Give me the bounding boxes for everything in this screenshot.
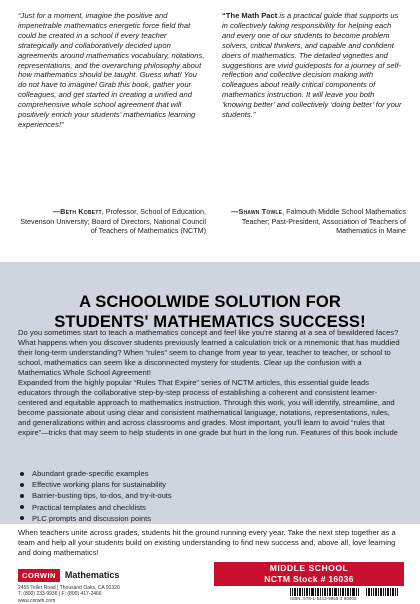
feature-item: Practical templates and checklists <box>18 502 318 513</box>
endorsement-quote-left <box>18 11 206 130</box>
body-paragraph-1: Do you sometimes start to teach a mathematics concept and feel like you’re staring at a sea of bewildered faces? What happens when you discover students previously learned a calculation trick or a mnemonic that has muddied their long-term understanding? When “rules” seem to change from year to year, teacher to teacher, or school to school, mathematics can seem like a disconnected mystery for students. Clear up the confusion with a Mathematics Whole School Agreement! <box>18 328 400 377</box>
body-paragraph-2: Expanded from the highly popular “Rules That Expire” series of NCTM articles, this essential guide leads educators through the collaborative step-by-step process of establishing a coherent and consistent learner-centered and equitable approach to mathematics instruction. Through this work, you will identify, streamline, and become passionate about using clear and consistent mathematical language, notations, representations, rules, and generalizations within and across classrooms and grades. Most important, you’ll learn to avoid “rules that expire”—tricks that may seem to help students in one grade but hurt in the long run. Features of this book include <box>18 378 398 437</box>
publisher-logo-bar <box>18 568 119 582</box>
book-title-inline: “The Math Pact <box>222 11 278 20</box>
features-list <box>18 468 318 524</box>
endorser-name: —Beth Kobett <box>52 207 102 216</box>
stock-number-label: NCTM Stock # 16036 <box>264 574 354 584</box>
phone-line: T: (800) 233-9936 | F: (800) 417-2466 <box>18 591 102 598</box>
corwin-logo: CORWIN <box>18 569 60 582</box>
barcode-icon <box>290 588 404 596</box>
endorsement-quote-right <box>222 11 406 120</box>
publisher-address <box>18 585 178 604</box>
isbn-number: ISBN: 978-1-5443-9955-3 <box>290 596 343 601</box>
headline <box>0 292 420 332</box>
endorser-affiliation: , Falmouth Middle School Mathematics Teacher; Past-President, Association of Teachers of Mathematics in Maine <box>241 207 406 235</box>
headline-line-2: STUDENTS' MATHEMATICS SUCCESS! <box>54 312 366 331</box>
feature-item: Abundant grade-specific examples <box>18 468 318 479</box>
endorsements-section <box>0 0 420 262</box>
grade-level-box <box>214 562 404 586</box>
endorsement-attribution-left <box>18 207 206 236</box>
grade-level-label: MIDDLE SCHOOL <box>269 563 349 573</box>
feature-item: Effective working plans for sustainability <box>18 479 318 490</box>
endorsement-text: “Just for a moment, imagine the positive and impenetrable mathematics energetic force field that could be created in a school if every teacher strategically and collaboratively decided upon agreements around mathematics vocabulary, notations, representations, and the overarching philosophy about how mathematics should be taught. Guess what! You do not have to imagine! Grab this book, gather your colleagues, and get started in creating a unified and comprehensive whole school agreement that will positively enrich your students’ mathematics learning experiences!” <box>18 11 205 129</box>
endorsement-attribution-right <box>222 207 406 236</box>
endorser-name: —Shawn Towle <box>231 207 283 216</box>
endorsement-text: is a practical guide that supports us in collectively taking responsibility for helping each and every one of our students to become problem solvers, critical thinkers, and capable and confident doers of mathematics. The detailed vignettes and suggestions are vivid guideposts for a journey of self-reflection and collective decision making with colleagues about really critical components of mathematics instruction. It will leave you both ‘knowing better’ and collectively ‘doing better’ for your students.” <box>222 11 402 120</box>
barcode-area <box>290 588 404 600</box>
headline-line-1: A SCHOOLWIDE SOLUTION FOR <box>79 292 341 311</box>
imprint-label: Mathematics <box>64 570 120 580</box>
feature-item: PLC prompts and discussion points <box>18 513 318 524</box>
isbn-text <box>290 596 404 601</box>
website-line: www.corwin.com <box>18 597 56 604</box>
feature-item: Barrier-busting tips, to-dos, and try-it-outs <box>18 490 318 501</box>
barcode-addon: 90000 <box>343 596 357 601</box>
address-line: 2455 Teller Road | Thousand Oaks, CA 91320 <box>18 585 120 591</box>
body-paragraph-3: When teachers unite across grades, students hit the ground running every year. Take the next step together as a team and help all your students build on existing understanding to find new success and, above all, love learning and doing mathematics! <box>18 528 396 557</box>
endorser-affiliation: , Professor, School of Education, Stevenson University; Board of Directors, National Council of Teachers of Mathematics (NCTM) <box>20 207 206 235</box>
